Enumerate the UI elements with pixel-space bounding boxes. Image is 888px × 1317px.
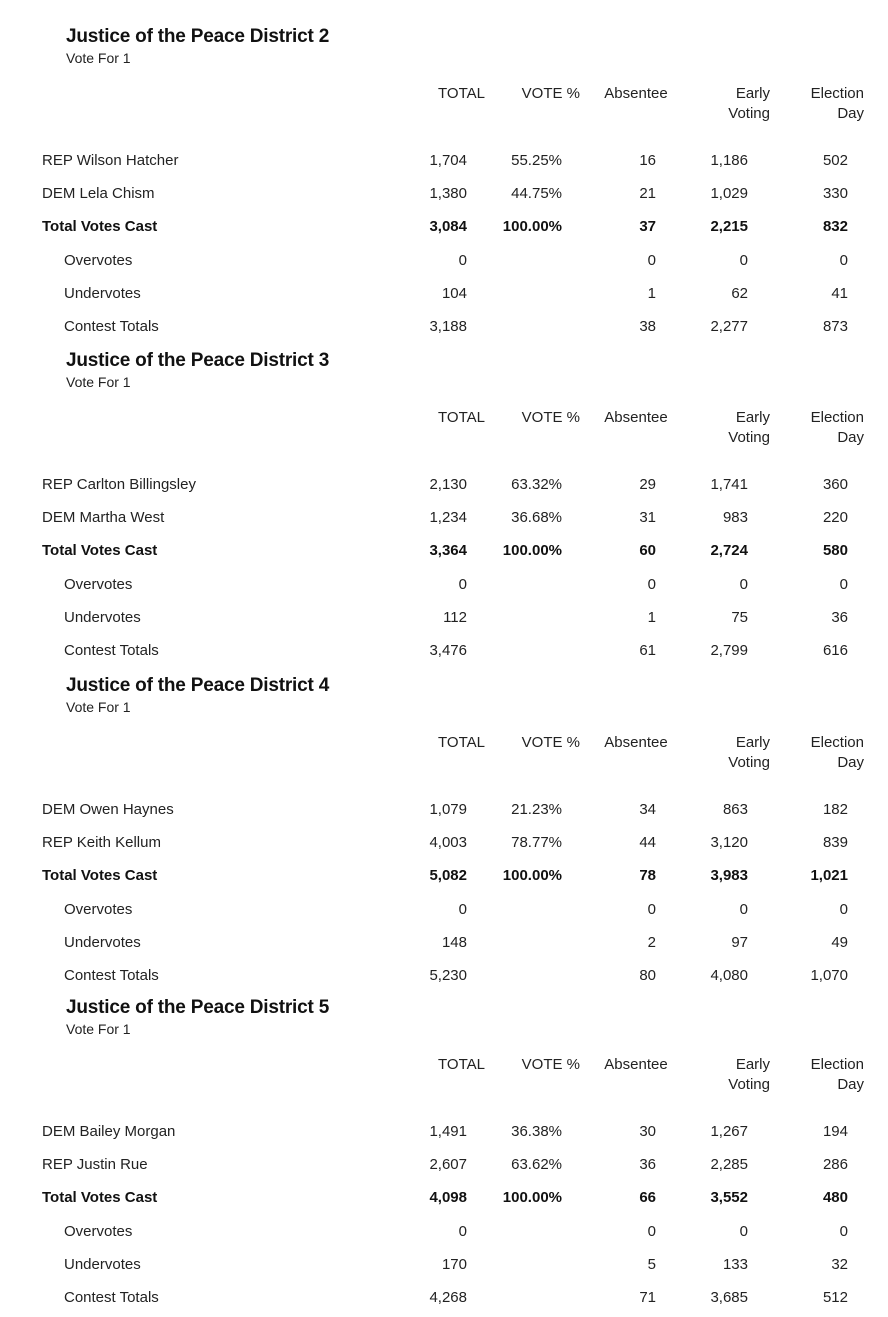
total-cell: 0: [458, 1223, 467, 1240]
contest-section: [0, 997, 888, 1317]
absentee-cell: 71: [639, 1289, 656, 1306]
absentee-cell: 0: [647, 901, 656, 918]
row-label: Undervotes: [64, 1256, 141, 1273]
early-voting-cell: 983: [722, 509, 748, 526]
total-cell: 4,268: [429, 1289, 467, 1306]
row-label: Contest Totals: [64, 1289, 159, 1306]
column-header-absentee: Absentee: [604, 1056, 668, 1073]
early-voting-cell: 1,186: [710, 152, 748, 169]
vote-for-label: Vote For 1: [66, 1021, 131, 1037]
total-cell: 5,082: [429, 867, 467, 884]
total-cell: 148: [441, 934, 467, 951]
contest-title: Justice of the Peace District 5: [66, 997, 330, 1018]
vote-for-label: Vote For 1: [66, 50, 131, 66]
header-line: Voting: [728, 754, 770, 771]
contest-totals-row: [0, 1289, 888, 1313]
row-label: Total Votes Cast: [42, 1189, 158, 1206]
row-label: Contest Totals: [64, 967, 159, 984]
election-day-cell: 616: [822, 642, 848, 659]
early-voting-cell: 0: [739, 252, 748, 269]
total-cell: 104: [441, 285, 467, 302]
undervotes-row: [0, 609, 888, 633]
column-header-election-day: [786, 84, 864, 124]
absentee-cell: 31: [639, 509, 656, 526]
contest-totals-row: [0, 642, 888, 666]
total-cell: 4,003: [429, 834, 467, 851]
early-voting-cell: 3,983: [710, 867, 748, 884]
row-label: Overvotes: [64, 901, 133, 918]
absentee-cell: 60: [639, 542, 656, 559]
vote-pct-cell: 36.68%: [511, 509, 562, 526]
election-day-cell: 0: [839, 901, 848, 918]
column-header-vote-pct: VOTE %: [521, 734, 580, 751]
contest-section: [0, 350, 888, 670]
header-line: Early: [735, 409, 770, 426]
header-line: Day: [837, 429, 864, 446]
early-voting-cell: 0: [739, 576, 748, 593]
total-cell: 4,098: [429, 1189, 467, 1206]
contest-title: Justice of the Peace District 2: [66, 26, 330, 47]
row-label: Total Votes Cast: [42, 218, 158, 235]
row-label: REP Wilson Hatcher: [42, 152, 179, 169]
row-label: DEM Martha West: [42, 509, 165, 526]
candidate-row: [0, 509, 888, 533]
column-header-election-day: [786, 1055, 864, 1095]
total-cell: 2,130: [429, 476, 467, 493]
undervotes-row: [0, 285, 888, 309]
early-voting-cell: 97: [731, 934, 748, 951]
contest-totals-row: [0, 967, 888, 991]
header-line: Voting: [728, 1076, 770, 1093]
overvotes-row: [0, 1223, 888, 1247]
candidate-row: [0, 1123, 888, 1147]
column-header-total: TOTAL: [438, 85, 485, 102]
row-label: Total Votes Cast: [42, 542, 158, 559]
election-day-cell: 194: [822, 1123, 848, 1140]
total-cell: 170: [441, 1256, 467, 1273]
column-header-early-voting: [690, 733, 770, 773]
vote-pct-cell: 21.23%: [511, 801, 562, 818]
column-header-absentee: Absentee: [604, 409, 668, 426]
absentee-cell: 5: [647, 1256, 656, 1273]
candidate-row: [0, 834, 888, 858]
election-day-cell: 182: [822, 801, 848, 818]
row-label: Contest Totals: [64, 642, 159, 659]
total-cell: 1,704: [429, 152, 467, 169]
vote-pct-cell: 55.25%: [511, 152, 562, 169]
total-cell: 2,607: [429, 1156, 467, 1173]
candidate-row: [0, 185, 888, 209]
contest-title: Justice of the Peace District 4: [66, 675, 330, 696]
early-voting-cell: 62: [731, 285, 748, 302]
early-voting-cell: 0: [739, 1223, 748, 1240]
early-voting-cell: 2,277: [710, 318, 748, 335]
contest-section: [0, 675, 888, 995]
election-day-cell: 832: [822, 218, 848, 235]
absentee-cell: 29: [639, 476, 656, 493]
header-line: Election: [810, 734, 864, 751]
election-day-cell: 512: [822, 1289, 848, 1306]
undervotes-row: [0, 934, 888, 958]
header-line: Day: [837, 105, 864, 122]
header-line: Early: [735, 734, 770, 751]
column-header-total: TOTAL: [438, 1056, 485, 1073]
candidate-row: [0, 152, 888, 176]
row-label: DEM Owen Haynes: [42, 801, 174, 818]
election-day-cell: 873: [822, 318, 848, 335]
absentee-cell: 37: [639, 218, 656, 235]
header-line: Early: [735, 85, 770, 102]
column-header-vote-pct: VOTE %: [521, 409, 580, 426]
vote-for-label: Vote For 1: [66, 699, 131, 715]
column-header-absentee: Absentee: [604, 85, 668, 102]
candidate-row: [0, 801, 888, 825]
total-votes-cast-row: [0, 1189, 888, 1213]
candidate-row: [0, 1156, 888, 1180]
overvotes-row: [0, 576, 888, 600]
early-voting-cell: 1,029: [710, 185, 748, 202]
early-voting-cell: 3,552: [710, 1189, 748, 1206]
absentee-cell: 2: [647, 934, 656, 951]
absentee-cell: 30: [639, 1123, 656, 1140]
undervotes-row: [0, 1256, 888, 1280]
vote-pct-cell: 100.00%: [502, 218, 562, 235]
election-day-cell: 32: [831, 1256, 848, 1273]
row-label: DEM Bailey Morgan: [42, 1123, 176, 1140]
total-cell: 5,230: [429, 967, 467, 984]
total-votes-cast-row: [0, 867, 888, 891]
early-voting-cell: 3,120: [710, 834, 748, 851]
absentee-cell: 21: [639, 185, 656, 202]
early-voting-cell: 2,215: [710, 218, 748, 235]
contest-title: Justice of the Peace District 3: [66, 350, 330, 371]
contest-section: [0, 26, 888, 346]
absentee-cell: 0: [647, 576, 656, 593]
total-cell: 0: [458, 576, 467, 593]
early-voting-cell: 1,741: [710, 476, 748, 493]
column-header-election-day: [786, 733, 864, 773]
row-label: Contest Totals: [64, 318, 159, 335]
column-header-early-voting: [690, 1055, 770, 1095]
contest-totals-row: [0, 318, 888, 342]
election-day-cell: 0: [839, 576, 848, 593]
header-line: Election: [810, 409, 864, 426]
absentee-cell: 34: [639, 801, 656, 818]
total-cell: 3,188: [429, 318, 467, 335]
election-day-cell: 0: [839, 1223, 848, 1240]
row-label: Total Votes Cast: [42, 867, 158, 884]
header-line: Voting: [728, 429, 770, 446]
header-line: Election: [810, 1056, 864, 1073]
vote-pct-cell: 44.75%: [511, 185, 562, 202]
absentee-cell: 0: [647, 252, 656, 269]
election-day-cell: 286: [822, 1156, 848, 1173]
column-header-early-voting: [690, 408, 770, 448]
early-voting-cell: 2,724: [710, 542, 748, 559]
total-cell: 112: [443, 609, 467, 626]
early-voting-cell: 3,685: [710, 1289, 748, 1306]
absentee-cell: 61: [639, 642, 656, 659]
candidate-row: [0, 476, 888, 500]
column-header-total: TOTAL: [438, 409, 485, 426]
election-day-cell: 360: [822, 476, 848, 493]
overvotes-row: [0, 901, 888, 925]
election-day-cell: 1,021: [810, 867, 848, 884]
column-header-absentee: Absentee: [604, 734, 668, 751]
total-cell: 1,079: [429, 801, 467, 818]
column-header-vote-pct: VOTE %: [521, 1056, 580, 1073]
vote-pct-cell: 63.62%: [511, 1156, 562, 1173]
election-day-cell: 330: [822, 185, 848, 202]
vote-pct-cell: 100.00%: [502, 867, 562, 884]
vote-pct-cell: 63.32%: [511, 476, 562, 493]
total-cell: 1,380: [429, 185, 467, 202]
election-day-cell: 36: [831, 609, 848, 626]
absentee-cell: 80: [639, 967, 656, 984]
vote-pct-cell: 78.77%: [511, 834, 562, 851]
total-cell: 3,084: [429, 218, 467, 235]
column-header-early-voting: [690, 84, 770, 124]
early-voting-cell: 75: [731, 609, 748, 626]
header-line: Day: [837, 1076, 864, 1093]
absentee-cell: 38: [639, 318, 656, 335]
vote-for-label: Vote For 1: [66, 374, 131, 390]
column-header-total: TOTAL: [438, 734, 485, 751]
early-voting-cell: 133: [722, 1256, 748, 1273]
absentee-cell: 16: [639, 152, 656, 169]
total-votes-cast-row: [0, 218, 888, 242]
row-label: Overvotes: [64, 252, 133, 269]
vote-pct-cell: 100.00%: [502, 1189, 562, 1206]
election-day-cell: 41: [831, 285, 848, 302]
early-voting-cell: 0: [739, 901, 748, 918]
total-cell: 1,234: [429, 509, 467, 526]
row-label: Undervotes: [64, 934, 141, 951]
early-voting-cell: 863: [722, 801, 748, 818]
absentee-cell: 1: [647, 285, 656, 302]
absentee-cell: 0: [647, 1223, 656, 1240]
row-label: Overvotes: [64, 576, 133, 593]
column-header-election-day: [786, 408, 864, 448]
vote-pct-cell: 100.00%: [502, 542, 562, 559]
total-cell: 0: [458, 252, 467, 269]
header-line: Voting: [728, 105, 770, 122]
absentee-cell: 78: [639, 867, 656, 884]
election-day-cell: 220: [822, 509, 848, 526]
row-label: REP Keith Kellum: [42, 834, 161, 851]
absentee-cell: 66: [639, 1189, 656, 1206]
vote-pct-cell: 36.38%: [511, 1123, 562, 1140]
header-line: Election: [810, 85, 864, 102]
election-day-cell: 839: [822, 834, 848, 851]
header-line: Early: [735, 1056, 770, 1073]
election-day-cell: 580: [822, 542, 848, 559]
row-label: REP Carlton Billingsley: [42, 476, 196, 493]
total-cell: 1,491: [429, 1123, 467, 1140]
election-day-cell: 49: [831, 934, 848, 951]
row-label: DEM Lela Chism: [42, 185, 155, 202]
early-voting-cell: 1,267: [710, 1123, 748, 1140]
column-header-vote-pct: VOTE %: [521, 85, 580, 102]
row-label: Undervotes: [64, 285, 141, 302]
total-cell: 3,364: [429, 542, 467, 559]
total-cell: 0: [458, 901, 467, 918]
row-label: Undervotes: [64, 609, 141, 626]
overvotes-row: [0, 252, 888, 276]
early-voting-cell: 2,799: [710, 642, 748, 659]
row-label: Overvotes: [64, 1223, 133, 1240]
total-votes-cast-row: [0, 542, 888, 566]
header-line: Day: [837, 754, 864, 771]
election-day-cell: 502: [822, 152, 848, 169]
absentee-cell: 44: [639, 834, 656, 851]
early-voting-cell: 2,285: [710, 1156, 748, 1173]
election-day-cell: 1,070: [810, 967, 848, 984]
row-label: REP Justin Rue: [42, 1156, 148, 1173]
election-day-cell: 480: [822, 1189, 848, 1206]
absentee-cell: 36: [639, 1156, 656, 1173]
absentee-cell: 1: [647, 609, 656, 626]
early-voting-cell: 4,080: [710, 967, 748, 984]
total-cell: 3,476: [429, 642, 467, 659]
election-day-cell: 0: [839, 252, 848, 269]
